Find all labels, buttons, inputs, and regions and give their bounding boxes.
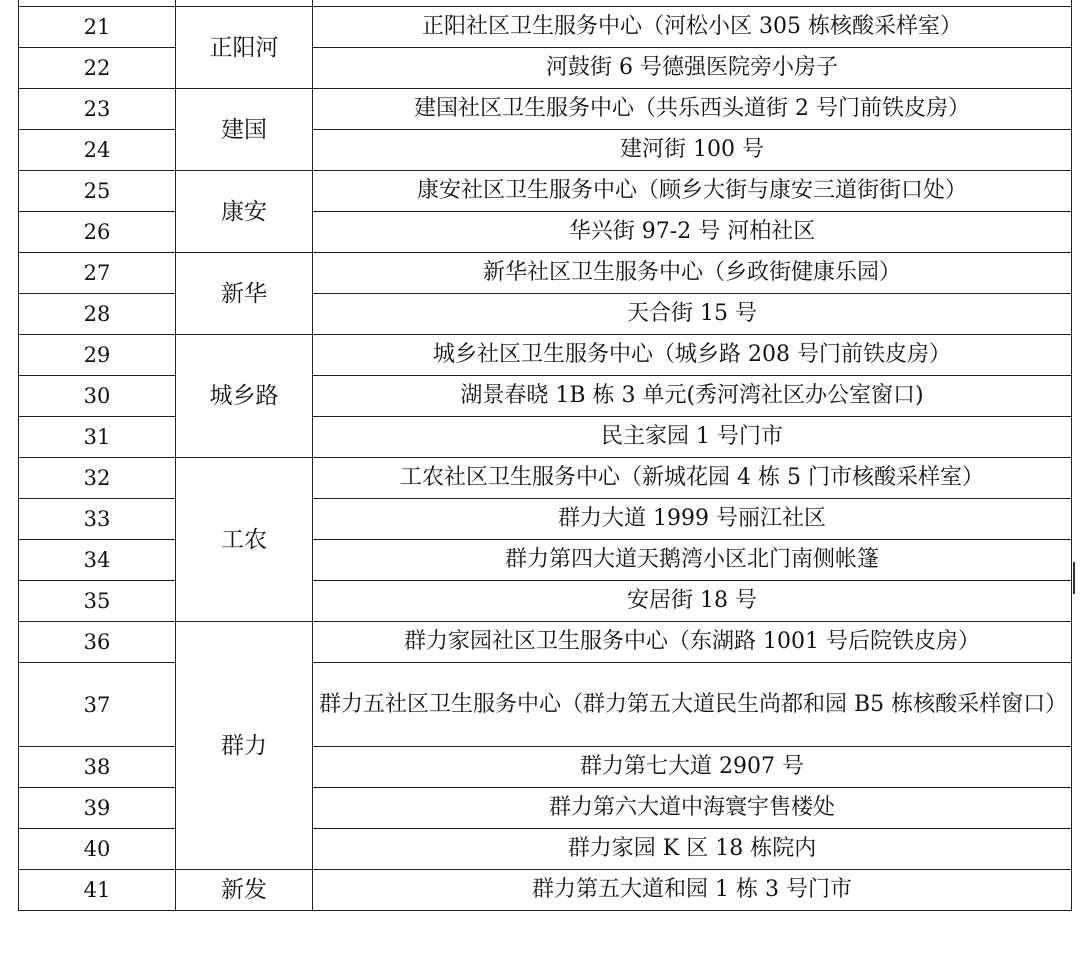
site-cell: 新华社区卫生服务中心（乡政街健康乐园） bbox=[313, 253, 1072, 294]
site-cell: 城乡社区卫生服务中心（城乡路 208 号门前铁皮房） bbox=[313, 335, 1072, 376]
table-row bbox=[19, 7, 1072, 48]
row-number-cell: 40 bbox=[19, 829, 176, 870]
site-cell: 群力第四大道天鹅湾小区北门南侧帐篷 bbox=[313, 540, 1072, 581]
table-row bbox=[19, 171, 1072, 212]
row-number-cell: 24 bbox=[19, 130, 176, 171]
site-cell: 天合街 15 号 bbox=[313, 294, 1072, 335]
site-cell: 工农社区卫生服务中心（新城花园 4 栋 5 门市核酸采样室） bbox=[313, 458, 1072, 499]
table-row bbox=[19, 870, 1072, 911]
row-number-cell: 26 bbox=[19, 212, 176, 253]
site-cell: 正阳社区卫生服务中心（河松小区 305 栋核酸采样室） bbox=[313, 7, 1072, 48]
site-cell: 群力五社区卫生服务中心（群力第五大道民生尚都和园 B5 栋核酸采样窗口） bbox=[313, 663, 1072, 747]
row-number-cell: 35 bbox=[19, 581, 176, 622]
district-cell: 新发 bbox=[176, 870, 313, 911]
site-cell: 建国社区卫生服务中心（共乐西头道街 2 号门前铁皮房） bbox=[313, 89, 1072, 130]
row-number-cell: 39 bbox=[19, 788, 176, 829]
site-cell: 康安社区卫生服务中心（顾乡大街与康安三道街街口处） bbox=[313, 171, 1072, 212]
site-cell: 河鼓街 6 号德强医院旁小房子 bbox=[313, 48, 1072, 89]
table-row bbox=[19, 458, 1072, 499]
site-cell: 群力大道 1999 号丽江社区 bbox=[313, 499, 1072, 540]
table-row bbox=[19, 89, 1072, 130]
site-cell: 建河街 100 号 bbox=[313, 130, 1072, 171]
site-cell: 群力第六大道中海寰宇售楼处 bbox=[313, 788, 1072, 829]
row-number-cell: 41 bbox=[19, 870, 176, 911]
site-cell: 群力家园 K 区 18 栋院内 bbox=[313, 829, 1072, 870]
district-cell: 新华 bbox=[176, 253, 313, 335]
table-row bbox=[19, 622, 1072, 663]
district-cell: 工农 bbox=[176, 458, 313, 622]
site-cell: 群力家园社区卫生服务中心（东湖路 1001 号后院铁皮房） bbox=[313, 622, 1072, 663]
row-number-cell: 36 bbox=[19, 622, 176, 663]
table-row bbox=[19, 335, 1072, 376]
district-cell: 正阳河 bbox=[176, 7, 313, 89]
row-number-cell: 30 bbox=[19, 376, 176, 417]
row-number-cell: 29 bbox=[19, 335, 176, 376]
site-cell: 民主家园 1 号门市 bbox=[313, 417, 1072, 458]
site-cell: 群力第七大道 2907 号 bbox=[313, 747, 1072, 788]
sampling-sites-table-body bbox=[19, 0, 1072, 911]
district-cell: 康安 bbox=[176, 171, 313, 253]
row-number-cell: 32 bbox=[19, 458, 176, 499]
site-cell: 华兴街 97-2 号 河柏社区 bbox=[313, 212, 1072, 253]
sampling-sites-table bbox=[18, 0, 1072, 911]
row-number-cell: 22 bbox=[19, 48, 176, 89]
site-cell: 安居街 18 号 bbox=[313, 581, 1072, 622]
row-number-cell: 28 bbox=[19, 294, 176, 335]
site-cell: 湖景春晓 1B 栋 3 单元(秀河湾社区办公室窗口) bbox=[313, 376, 1072, 417]
site-cell: 群力第五大道和园 1 栋 3 号门市 bbox=[313, 870, 1072, 911]
district-cell: 城乡路 bbox=[176, 335, 313, 458]
row-number-cell: 31 bbox=[19, 417, 176, 458]
row-number-cell: 34 bbox=[19, 540, 176, 581]
text-cursor-mark bbox=[1073, 562, 1075, 594]
row-number-cell: 38 bbox=[19, 747, 176, 788]
district-cell: 群力 bbox=[176, 622, 313, 870]
row-number-cell: 21 bbox=[19, 7, 176, 48]
row-number-cell: 25 bbox=[19, 171, 176, 212]
table-row bbox=[19, 253, 1072, 294]
row-number-cell: 37 bbox=[19, 663, 176, 747]
row-number-cell: 23 bbox=[19, 89, 176, 130]
row-number-cell: 33 bbox=[19, 499, 176, 540]
district-cell: 建国 bbox=[176, 89, 313, 171]
row-number-cell: 27 bbox=[19, 253, 176, 294]
